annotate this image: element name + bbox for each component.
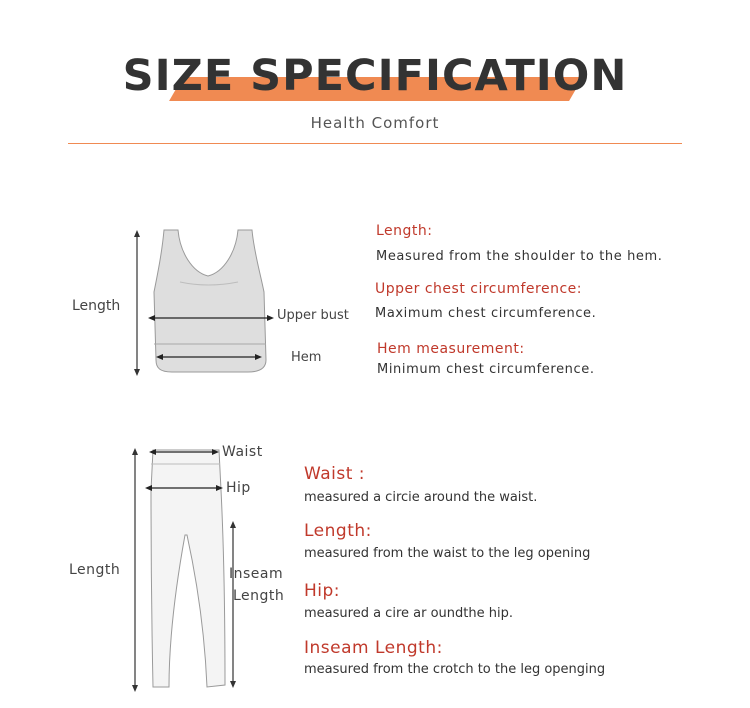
leggings-spec-heading: Inseam Length: [304,638,443,658]
page-title: SIZE SPECIFICATION [122,51,628,101]
leggings-hip-label: Hip [226,480,251,496]
bra-length-label: Length [72,298,121,314]
leggings-spec-heading: Length: [304,521,372,541]
bra-upper-bust-label: Upper bust [277,308,349,323]
leggings-length-label: Length [69,562,121,578]
leggings-spec-heading: Waist : [304,464,366,484]
bra-spec-heading: Length: [376,223,433,239]
bra-spec-heading: Hem measurement: [377,341,525,357]
bra-spec-description: Minimum chest circumference. [377,362,595,377]
leggings-spec-description: measured from the crotch to the leg openging [304,662,606,677]
leggings-waist-label: Waist [222,444,263,460]
leggings-spec-description: measured from the waist to the leg opening [304,546,591,561]
bra-hem-label: Hem [291,350,322,365]
header-divider [68,143,682,144]
leggings-inseam-label: Inseam [229,566,284,582]
sports-bra-illustration [130,222,290,382]
page-subtitle: Health Comfort [310,114,440,132]
bra-spec-description: Maximum chest circumference. [375,306,597,321]
leggings-spec-heading: Hip: [304,581,341,601]
leggings-inseam-length-label: Length [233,588,285,604]
leggings-spec-description: measured a circie around the waist. [304,490,538,505]
bra-spec-heading: Upper chest circumference: [375,281,583,297]
leggings-spec-description: measured a cire ar oundthe hip. [304,606,513,621]
bra-spec-description: Measured from the shoulder to the hem. [376,249,663,264]
